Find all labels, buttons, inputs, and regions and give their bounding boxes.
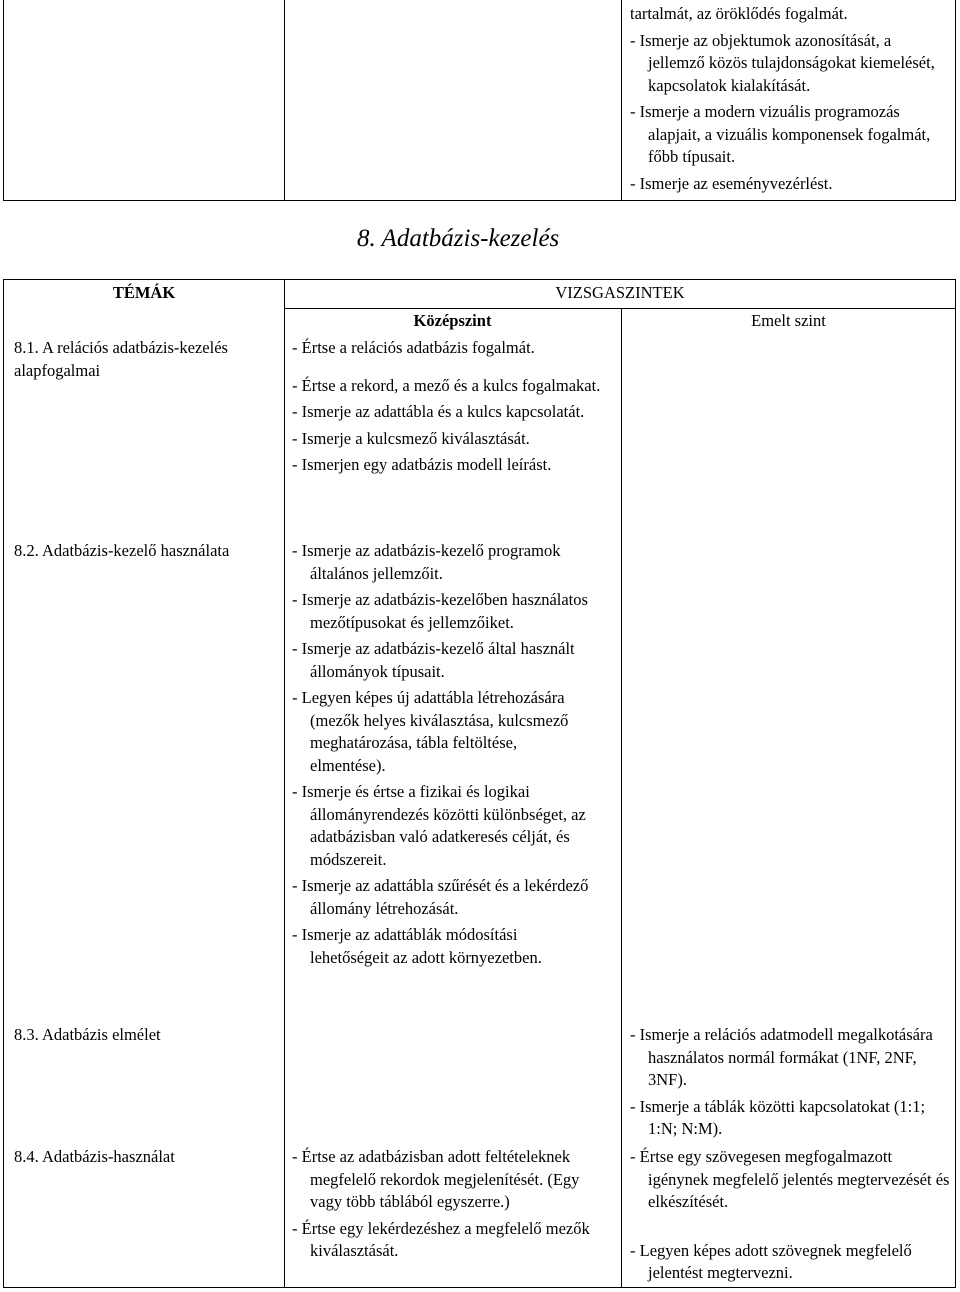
- list-item: - Ismerje a táblák közötti kapcsolatokat (1:1; 1:N; N:M).: [630, 1096, 926, 1138]
- table-border-bottom: [3, 1287, 956, 1288]
- topic-8-4: 8.4. Adatbázis-használat: [14, 1147, 175, 1166]
- table-border-col2: [621, 308, 622, 1288]
- list-item: - Ismerje az adattábla szűrését és a lekérdező állomány létrehozását.: [292, 876, 589, 918]
- list-item: - Ismerje és értse a fizikai és logikai állományrendezés közötti különbséget, az adatbázisban való adatkeresés célját, és módszereit.: [292, 782, 586, 869]
- header-mid-level: Középszint: [413, 311, 492, 330]
- top-table-border-right: [955, 0, 956, 201]
- levels-header-divider: [284, 308, 956, 309]
- high-list-8-4: [630, 1146, 950, 1285]
- mid-cell-8-4: [292, 1146, 594, 1263]
- list-item: - Ismerje a kulcsmező kiválasztását.: [292, 428, 530, 448]
- list-item: - Ismerje a relációs adatmodell megalkotására használatos normál formákat (1NF, 2NF, 3NF).: [630, 1025, 933, 1089]
- high-list-8-3: [630, 1024, 950, 1141]
- topic-8-1: 8.1. A relációs adatbázis-kezelés alapfogalmai: [14, 338, 228, 380]
- top-table-border-bottom: [3, 200, 956, 201]
- list-item: - Ismerje az adattábla és a kulcs kapcsolatát.: [292, 402, 585, 421]
- table-border-right: [955, 279, 956, 1288]
- section-title: 8. Adatbázis-kezelés: [357, 225, 560, 252]
- topic-8-2: 8.2. Adatbázis-kezelő használata: [14, 541, 230, 560]
- list-item: - Ismerje az adatbázis-kezelő programok általános jellemzőit.: [292, 541, 561, 583]
- list-item: - Értse egy lekérdezéshez a megfelelő mezők kiválasztását.: [292, 1218, 590, 1260]
- list-item: - Ismerje a modern vizuális programozás alapjait, a vizuális komponensek fogalmát, főbb típusait.: [630, 102, 931, 166]
- list-item: - Ismerje az adatbázis-kezelő által használt állományok típusait.: [292, 639, 575, 681]
- table-border-col1: [284, 279, 285, 1288]
- mid-list-8-4: [292, 1146, 594, 1263]
- header-levels: VIZSGASZINTEK: [555, 283, 685, 302]
- list-item: - Ismerje az objektumok azonosítását, a jellemző közös tulajdonságokat kiemelését, kapcsolatok kialakítását.: [630, 30, 935, 95]
- top-table-border-left: [3, 0, 4, 201]
- list-item: - Ismerje az adatbázis-kezelőben használatos mezőtípusokat és jellemzőiket.: [292, 590, 588, 632]
- list-item: - Értse egy szövegesen megfogalmazott igénynek megfelelő jelentés megtervezését és elkészítését.: [630, 1147, 950, 1211]
- header-high-level: Emelt szint: [751, 311, 826, 330]
- top-continuation-list: [630, 3, 950, 195]
- top-continuation-cell: [630, 3, 950, 195]
- mid-cell-8-2: [292, 540, 594, 969]
- list-item: - Értse az adatbázisban adott feltételeknek megfelelő rekordok megjelenítését. (Egy vagy több táblából egyszerre.): [292, 1147, 580, 1211]
- high-cell-8-4: [630, 1146, 950, 1285]
- list-item: - Ismerje az adattáblák módosítási lehetőségeit az adott környezetben.: [292, 925, 542, 967]
- mid-cell-8-1: [292, 337, 612, 477]
- list-item: - Ismerjen egy adatbázis modell leírást.: [292, 455, 552, 474]
- list-item: - Legyen képes új adattábla létrehozására (mezők helyes kiválasztása, kulcsmező meghatározása, tábla feltöltése, elmentése).: [292, 688, 569, 775]
- list-item: tartalmát, az öröklődés fogalmát.: [630, 4, 848, 23]
- table-border-left: [3, 279, 4, 1288]
- top-table-border-mid1: [284, 0, 285, 201]
- top-table-border-mid2: [621, 0, 622, 201]
- mid-list-8-1: [292, 337, 612, 477]
- high-cell-8-3: [630, 1024, 950, 1141]
- list-item: - Legyen képes adott szövegnek megfelelő jelentést megtervezni.: [630, 1240, 912, 1282]
- list-item: - Értse a rekord, a mező és a kulcs fogalmakat.: [292, 375, 601, 395]
- mid-list-8-2: [292, 540, 594, 969]
- list-item: - Ismerje az eseményvezérlést.: [630, 173, 833, 193]
- header-topics: TÉMÁK: [112, 283, 176, 302]
- topic-8-3: 8.3. Adatbázis elmélet: [14, 1025, 161, 1044]
- list-item: - Értse a relációs adatbázis fogalmát.: [292, 338, 535, 357]
- table-border-top: [3, 279, 956, 280]
